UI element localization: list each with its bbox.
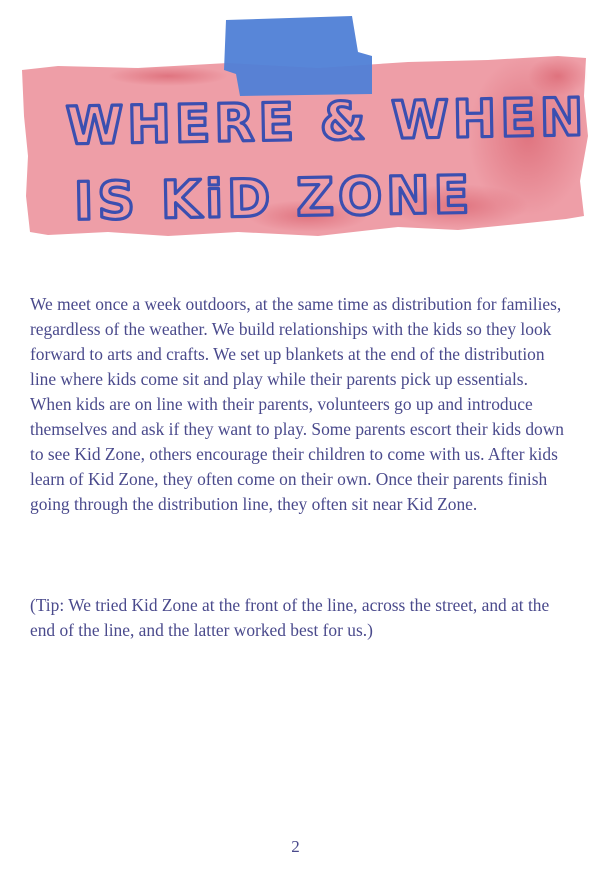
page-number: 2 (291, 837, 300, 856)
title-banner (18, 16, 590, 246)
tip-paragraph: (Tip: We tried Kid Zone at the front of the line, across the street, and at the end of the line, and the latter worked best for us.) (30, 595, 550, 640)
banner-line-2: IS KiD ZONE (73, 165, 474, 233)
main-paragraph: We meet once a week outdoors, at the same time as distribution for families, regardless of the weather. We build relationships with the kids so they look forward to arts and crafts. We set up blankets at the end of the distribution line where kids come sit and play while their parents pick up essentials. When kids are on line with their parents, volunteers go up and introduce themselves and ask if they want to play. Some parents escort their kids down to see Kid Zone, others encourage their children to come with us. After kids learn of Kid Zone, they often come on their own. Once their parents finish going through the distribution line, they often sit near Kid Zone. (30, 294, 564, 514)
banner-line-1: WHERE & WHEN (65, 87, 588, 157)
banner-graphic (18, 16, 590, 246)
tape (224, 16, 372, 96)
